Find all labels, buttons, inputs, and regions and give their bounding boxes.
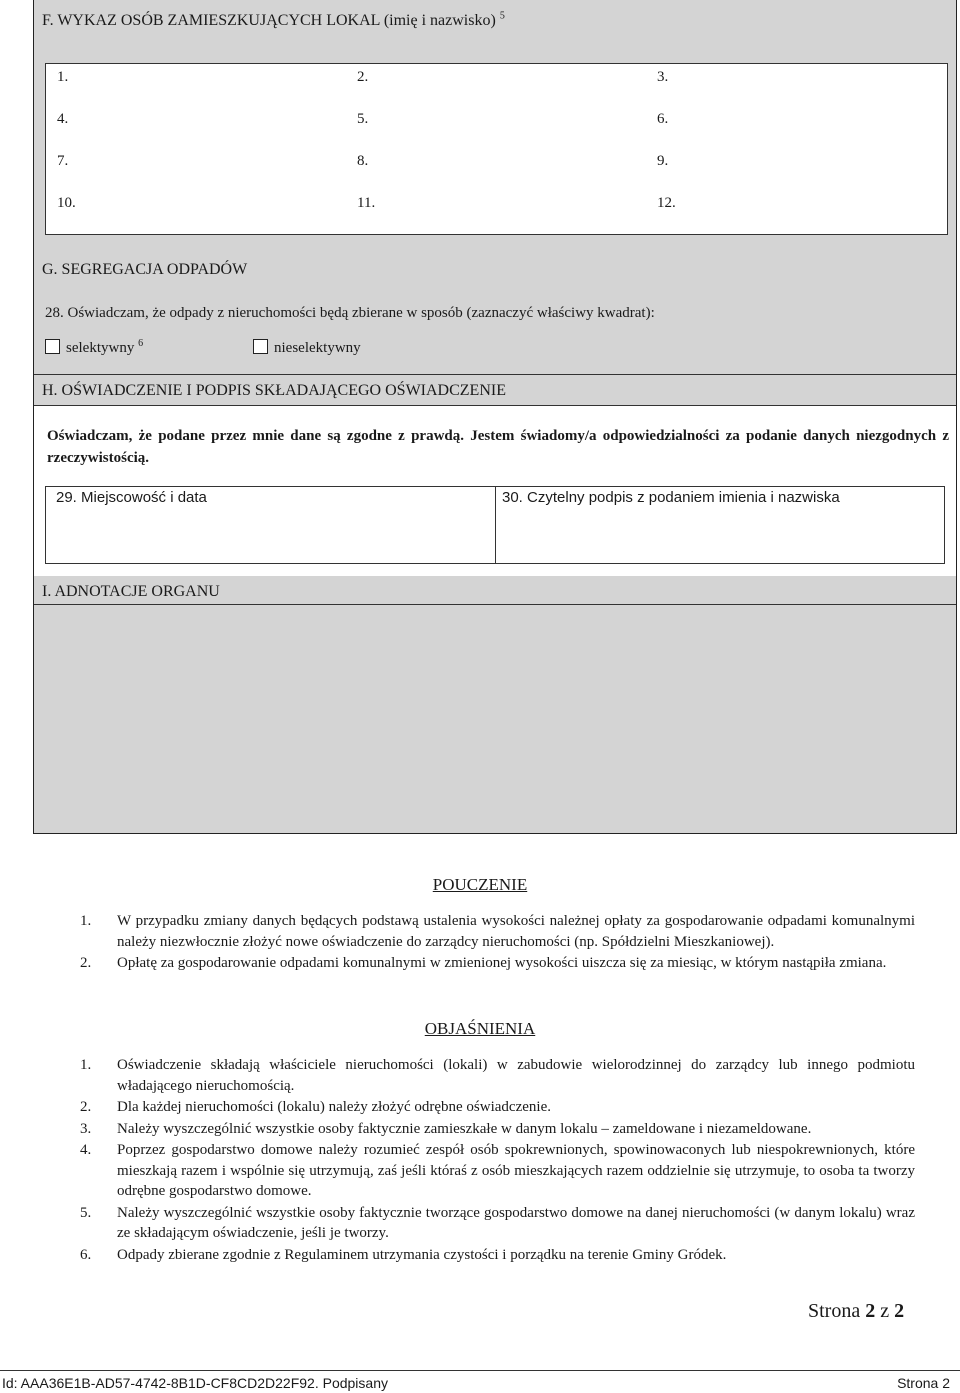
signature-box bbox=[45, 486, 945, 564]
item-text: Oświadczenie składają właściciele nieruchomości (lokali) w zabudowie wielorodzinnej do zarządcy lub innego podmiotu władającego nieruchomością. bbox=[117, 1057, 915, 1094]
item-number: 5. bbox=[80, 1204, 92, 1221]
section-i-header bbox=[34, 576, 956, 604]
footer-page: Strona 2 bbox=[897, 1375, 950, 1391]
item-number: 6. bbox=[80, 1246, 92, 1263]
resident-cell[interactable]: 10. bbox=[57, 195, 76, 211]
item-text: W przypadku zmiany danych będących podstawą ustalenia wysokości należnej opłaty za gospodarowanie odpadami komunalnymi należy niezwłocznie złożyć nowe oświadczenie do zarządcy nieruchomości (np. Spółdzielni Mieszkaniowej). bbox=[117, 913, 915, 950]
list-item bbox=[80, 1055, 915, 1096]
item-number: 3. bbox=[80, 1120, 92, 1137]
page-current: 2 bbox=[865, 1300, 876, 1322]
signature-divider bbox=[495, 487, 496, 563]
declaration-statement: Oświadczam, że podane przez mnie dane są zgodne z prawdą. Jestem świadomy/a odpowiedzialności za podanie danych niezgodnych z rzeczywistością. bbox=[47, 428, 949, 466]
authority-annotations-area[interactable] bbox=[34, 604, 956, 833]
page-total: 2 bbox=[894, 1300, 905, 1322]
resident-cell[interactable]: 3. bbox=[657, 69, 669, 85]
item-number: 1. bbox=[80, 913, 92, 929]
item-text: Dla każdej nieruchomości (lokalu) należy złożyć odrębne oświadczenie. bbox=[117, 1099, 551, 1115]
resident-cell[interactable]: 9. bbox=[657, 153, 669, 169]
objasnienia-heading: OBJAŚNIENIA bbox=[424, 1019, 536, 1038]
pouczenie-heading: POUCZENIE bbox=[432, 875, 528, 894]
section-f-title: F. WYKAZ OSÓB ZAMIESZKUJĄCYCH LOKAL (imię i nazwisko) $^5$ bbox=[42, 10, 505, 29]
page-sep: z bbox=[880, 1300, 890, 1322]
resident-cell[interactable]: 4. bbox=[57, 111, 69, 127]
resident-cell[interactable]: 5. bbox=[357, 111, 369, 127]
checkbox-nieselektywny[interactable] bbox=[253, 339, 268, 354]
list-item bbox=[80, 911, 915, 952]
field-29-label: 29. Miejscowość i data bbox=[56, 489, 207, 506]
section-h-title: H. OŚWIADCZENIE I PODPIS SKŁADAJĄCEGO OŚWIADCZENIE bbox=[42, 382, 506, 399]
item-number: 4. bbox=[80, 1142, 92, 1158]
option-nieselektywny[interactable] bbox=[253, 338, 361, 358]
item-text: Należy wyszczególnić wszystkie osoby faktycznie zamieszkałe w danym lokalu – zameldowane i niezameldowane. bbox=[117, 1120, 812, 1137]
page-number bbox=[808, 1300, 904, 1323]
section-h-header bbox=[34, 374, 956, 406]
item-number: 2. bbox=[80, 955, 92, 971]
footnote-5: 5 bbox=[499, 10, 505, 22]
document-footer bbox=[0, 1370, 960, 1393]
list-item bbox=[80, 1140, 915, 1202]
form-frame bbox=[33, 0, 957, 834]
option-selektywny[interactable] bbox=[45, 338, 143, 358]
item-text: Opłatę za gospodarowanie odpadami komunalnymi w zmienionej wysokości uiszcza się za miesiąc, w którym nastąpiła zmiana. bbox=[117, 955, 887, 971]
resident-cell[interactable]: 6. bbox=[657, 111, 669, 127]
section-g-title: G. SEGREGACJA ODPADÓW bbox=[42, 261, 248, 278]
option-selektywny-label: selektywny bbox=[66, 340, 135, 356]
section-i-title: I. ADNOTACJE ORGANU bbox=[42, 583, 220, 600]
item-text: Odpady zbierane zgodnie z Regulaminem utrzymania czystości i porządku na terenie Gminy Gródek. bbox=[117, 1246, 727, 1263]
resident-cell[interactable]: 7. bbox=[57, 153, 69, 169]
resident-cell[interactable]: 1. bbox=[57, 69, 69, 85]
resident-cell[interactable]: 12. bbox=[657, 195, 676, 211]
section-f-block bbox=[34, 0, 956, 247]
segregation-question: 28. Oświadczam, że odpady z nieruchomości będą zbierane w sposób (zaznaczyć właściwy kwadrat): bbox=[45, 305, 655, 321]
list-item bbox=[80, 1245, 915, 1266]
item-text: Poprzez gospodarstwo domowe należy rozumieć zespół osób spokrewnionych, spowinowaconych lub niespokrewnionych, które mieszkają razem i wspólnie się utrzymują, zaś jeśli któraś z osób mieszkających razem oddzielnie się utrzymuje, to osoba ta tworzy odrębne gospodarstwo domowe. bbox=[117, 1142, 915, 1199]
list-item bbox=[80, 1097, 915, 1118]
footnote-6: 6 bbox=[138, 338, 144, 349]
field-30-label: 30. Czytelny podpis z podaniem imienia i nazwiska bbox=[502, 489, 840, 506]
item-text: Należy wyszczególnić wszystkie osoby faktycznie tworzące gospodarstwo domowe na danej nieruchomości (w danym lokalu) wraz ze składającym oświadczenie, jeśli je tworzy. bbox=[117, 1204, 915, 1241]
option-nieselektywny-label: nieselektywny bbox=[274, 340, 361, 356]
section-g-block bbox=[34, 247, 956, 374]
list-item bbox=[80, 1203, 915, 1244]
list-item bbox=[80, 953, 915, 974]
checkbox-selektywny[interactable] bbox=[45, 339, 60, 354]
item-number: 1. bbox=[80, 1057, 92, 1073]
resident-cell[interactable]: 11. bbox=[357, 195, 376, 211]
document-id: Id: AAA36E1B-AD57-4742-8B1D-CF8CD2D22F92. Podpisany bbox=[2, 1375, 388, 1391]
pouczenie-list bbox=[80, 911, 915, 975]
list-item bbox=[80, 1119, 915, 1140]
resident-cell[interactable]: 2. bbox=[357, 69, 369, 85]
residents-list bbox=[45, 63, 948, 235]
objasnienia-list bbox=[80, 1055, 915, 1266]
resident-cell[interactable]: 8. bbox=[357, 153, 369, 169]
item-number: 2. bbox=[80, 1099, 92, 1115]
page-prefix: Strona bbox=[808, 1300, 861, 1322]
